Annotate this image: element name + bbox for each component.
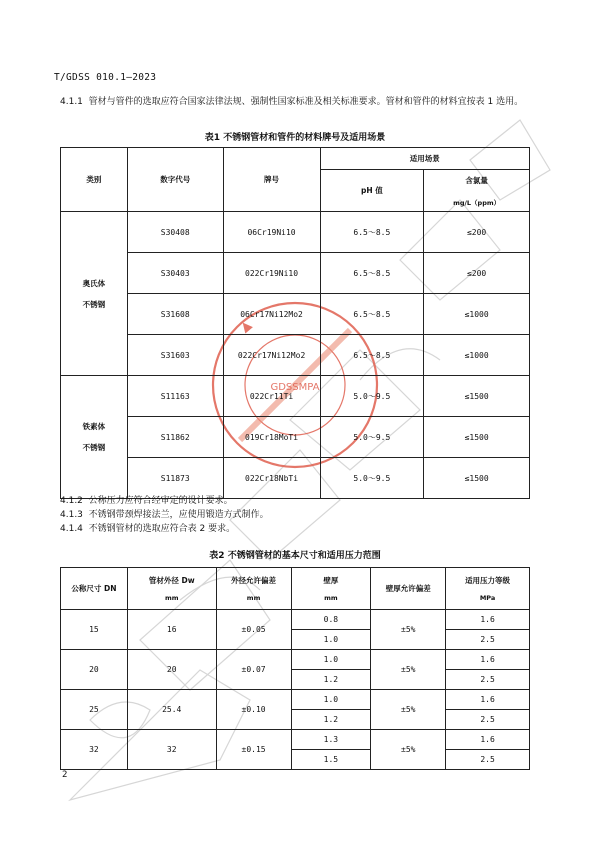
chloride-cell: ≤1500 (424, 417, 530, 458)
svg-text:GDSSMPA: GDSSMPA (270, 382, 320, 393)
clause-text: 不锈钢带颈焊接法兰，应使用锻造方式制作。 (88, 510, 269, 520)
header-wall-label: 壁厚 (323, 576, 339, 585)
clause-4-1-3 (60, 508, 269, 522)
ph-cell: 6.5～8.5 (320, 294, 424, 335)
category-ferritic (61, 376, 128, 499)
table-row (61, 458, 530, 499)
grade-cell: 022Cr19Ni10 (223, 253, 320, 294)
document-code: T/GDSS 010.1—2023 (54, 72, 157, 83)
header-od-label: 管材外径 Dw (148, 576, 195, 585)
od-cell: 25.4 (127, 690, 216, 730)
od-tol-cell: ±0.07 (216, 650, 291, 690)
table-row (61, 417, 530, 458)
header-wall-tol: 壁厚允许偏差 (371, 568, 446, 610)
pressure-cell: 1.6 (446, 650, 530, 670)
clause-4-1-1 (60, 95, 535, 109)
table1 (60, 147, 530, 499)
wall-cell: 1.2 (291, 710, 371, 730)
header-od (127, 568, 216, 610)
clause-4-1-4 (60, 522, 235, 536)
grade-cell: 019Cr18MoTi (223, 417, 320, 458)
svg-text:▲: ▲ (237, 317, 255, 336)
ph-cell: 5.0～9.5 (320, 458, 424, 499)
header-chloride-unit: mg/L（ppm） (453, 198, 501, 207)
ph-cell: 5.0～9.5 (320, 417, 424, 458)
dn-cell: 25 (61, 690, 128, 730)
code-cell: S31603 (127, 335, 223, 376)
code-cell: S30403 (127, 253, 223, 294)
chloride-cell: ≤1500 (424, 376, 530, 417)
header-scenario: 适用场景 (320, 148, 530, 170)
od-tol-cell: ±0.15 (216, 730, 291, 770)
pressure-cell: 1.6 (446, 690, 530, 710)
header-dn: 公称尺寸 DN (61, 568, 128, 610)
od-cell: 16 (127, 610, 216, 650)
clause-number: 4.1.4 (60, 524, 83, 534)
header-od-tol-unit: mm (246, 594, 261, 602)
category-line2: 不锈钢 (82, 443, 106, 452)
wall-tol-cell: ±5% (371, 690, 446, 730)
pressure-cell: 2.5 (446, 630, 530, 650)
header-chloride (424, 170, 530, 212)
code-cell: S30408 (127, 212, 223, 253)
wall-cell: 1.5 (291, 750, 371, 770)
pressure-cell: 2.5 (446, 750, 530, 770)
code-cell: S11862 (127, 417, 223, 458)
table1-caption: 表1 不锈钢管材和管件的材料牌号及适用场景 (204, 133, 386, 143)
grade-cell: 022Cr11Ti (223, 376, 320, 417)
header-chloride-label: 含氯量 (465, 175, 488, 185)
header-pressure-unit: MPa (479, 594, 496, 602)
header-ph: pH 值 (320, 170, 424, 212)
page-number: 2 (62, 770, 68, 780)
clause-4-1-2 (60, 494, 233, 508)
wall-tol-cell: ±5% (371, 610, 446, 650)
ph-cell: 6.5～8.5 (320, 253, 424, 294)
dn-cell: 32 (61, 730, 128, 770)
code-cell: S11873 (127, 458, 223, 499)
dn-cell: 20 (61, 650, 128, 690)
pressure-cell: 2.5 (446, 710, 530, 730)
header-od-tol-label: 外径允许偏差 (231, 576, 277, 585)
wall-cell: 1.0 (291, 690, 371, 710)
wall-tol-cell: ±5% (371, 650, 446, 690)
grade-cell: 06Cr19Ni10 (223, 212, 320, 253)
header-code: 数字代号 (127, 148, 223, 212)
chloride-cell: ≤1000 (424, 294, 530, 335)
table-row (61, 690, 530, 710)
clause-text: 管材与管件的选取应符合国家法律法规、强制性国家标准及相关标准要求。管材和管件的材料宜按表 1 选用。 (88, 97, 524, 107)
ph-cell: 6.5～8.5 (320, 212, 424, 253)
od-cell: 32 (127, 730, 216, 770)
header-category: 类别 (61, 148, 128, 212)
dn-cell: 15 (61, 610, 128, 650)
clause-number: 4.1.3 (60, 510, 83, 520)
header-od-tol (216, 568, 291, 610)
clause-text: 公称压力应符合经审定的设计要求。 (88, 496, 233, 506)
table-row (61, 212, 530, 253)
od-tol-cell: ±0.10 (216, 690, 291, 730)
chloride-cell: ≤200 (424, 212, 530, 253)
wall-cell: 0.8 (291, 610, 371, 630)
pressure-cell: 2.5 (446, 670, 530, 690)
grade-cell: 06Cr17Ni12Mo2 (223, 294, 320, 335)
category-line1: 铁素体 (82, 422, 106, 431)
code-cell: S31608 (127, 294, 223, 335)
table-row (61, 294, 530, 335)
header-pressure (446, 568, 530, 610)
ph-cell: 5.0～9.5 (320, 376, 424, 417)
chloride-cell: ≤1000 (424, 335, 530, 376)
table-row (61, 650, 530, 670)
clause-number: 4.1.1 (60, 97, 83, 107)
table2 (60, 567, 530, 770)
clause-number: 4.1.2 (60, 496, 83, 506)
wall-cell: 1.2 (291, 670, 371, 690)
header-wall (291, 568, 371, 610)
wall-cell: 1.0 (291, 630, 371, 650)
table-row (61, 335, 530, 376)
wall-cell: 1.0 (291, 650, 371, 670)
header-wall-unit: mm (324, 594, 338, 602)
category-austenitic (61, 212, 128, 376)
category-line2: 不锈钢 (82, 299, 106, 309)
wall-cell: 1.3 (291, 730, 371, 750)
header-grade: 牌号 (223, 148, 320, 212)
od-tol-cell: ±0.05 (216, 610, 291, 650)
od-cell: 20 (127, 650, 216, 690)
clause-text: 不锈钢管材的选取应符合表 2 要求。 (88, 524, 236, 534)
grade-cell: 022Cr18NbTi (223, 458, 320, 499)
table2-caption: 表2 不锈钢管材的基本尺寸和适用压力范围 (209, 551, 381, 561)
wall-tol-cell: ±5% (371, 730, 446, 770)
ph-cell: 6.5～8.5 (320, 335, 424, 376)
pressure-cell: 1.6 (446, 730, 530, 750)
pressure-cell: 1.6 (446, 610, 530, 630)
table-row (61, 610, 530, 630)
table-row (61, 730, 530, 750)
chloride-cell: ≤1500 (424, 458, 530, 499)
category-line1: 奥氏体 (82, 278, 106, 288)
table-row (61, 253, 530, 294)
header-od-unit: mm (164, 594, 179, 602)
chloride-cell: ≤200 (424, 253, 530, 294)
code-cell: S11163 (127, 376, 223, 417)
grade-cell: 022Cr17Ni12Mo2 (223, 335, 320, 376)
header-pressure-label: 适用压力等级 (465, 576, 511, 585)
table-row (61, 376, 530, 417)
